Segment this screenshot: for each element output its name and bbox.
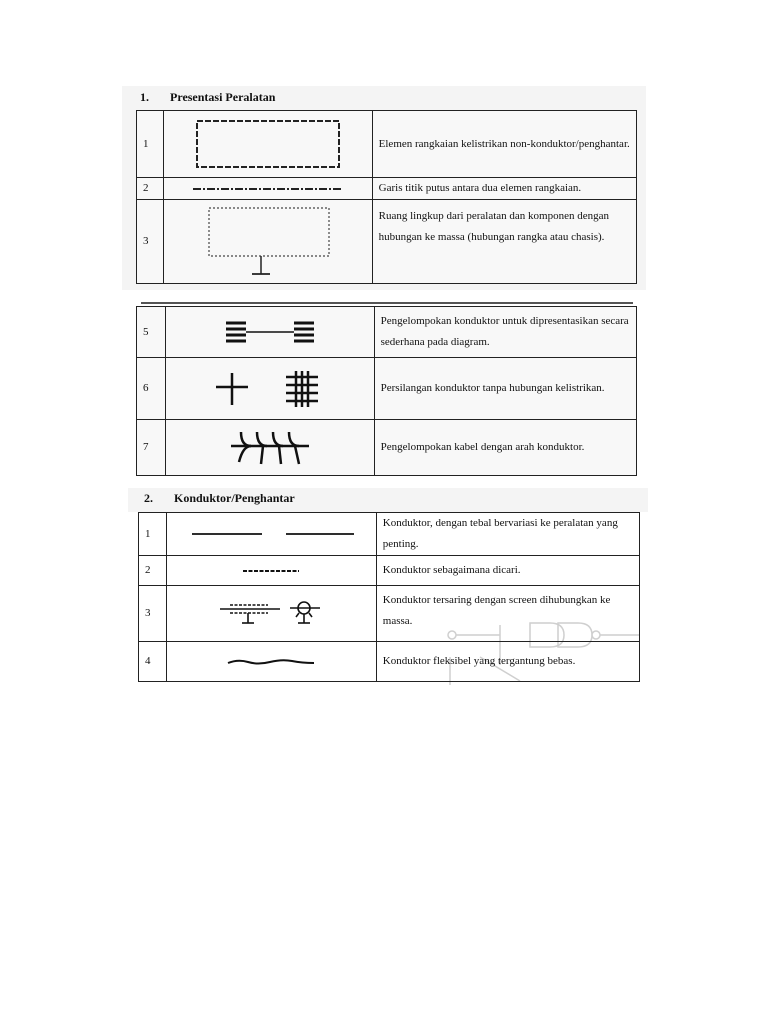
dashed-rectangle-icon <box>163 111 372 178</box>
section1b-table <box>136 306 637 476</box>
row-description: Ruang lingkup dari peralatan dan komponen dengan hubungan ke massa (hubungan rangka atau chasis). <box>372 200 636 284</box>
table-row <box>137 200 637 284</box>
row-number: 2 <box>139 556 167 586</box>
row-description: Elemen rangkaian kelistrikan non-konduktor/penghantar. <box>372 111 636 178</box>
dashed-conductor-icon <box>166 556 376 586</box>
table-row <box>137 178 637 200</box>
section1-title: Presentasi Peralatan <box>170 90 276 104</box>
row-description: Garis titik putus antara dua elemen rangkaian. <box>372 178 636 200</box>
section1-number: 1. <box>140 90 149 104</box>
table-row <box>139 513 640 556</box>
row-description: Persilangan konduktor tanpa hubungan kelistrikan. <box>374 358 636 420</box>
table-row <box>139 556 640 586</box>
section1-table <box>136 110 637 284</box>
row-number: 3 <box>139 586 167 642</box>
row-number: 3 <box>137 200 164 284</box>
section2-table <box>138 512 640 682</box>
cable-grouping-icon <box>165 420 374 476</box>
row-description: Pengelompokan kabel dengan arah konduktor. <box>374 420 636 476</box>
table-row <box>137 358 637 420</box>
section1-heading <box>140 90 275 105</box>
section2-heading <box>144 491 295 506</box>
row-number: 2 <box>137 178 164 200</box>
dotted-rectangle-ground-icon <box>163 200 372 284</box>
row-description: Konduktor, dengan tebal bervariasi ke peralatan yang penting. <box>376 513 639 556</box>
conductor-lines-icon <box>166 513 376 556</box>
table-row <box>139 586 640 642</box>
row-number: 4 <box>139 642 167 682</box>
section2-title: Konduktor/Penghantar <box>174 491 295 505</box>
row-description: Konduktor fleksibel yang tergantung bebas. <box>376 642 639 682</box>
screened-conductor-icon <box>166 586 376 642</box>
row-number: 6 <box>137 358 166 420</box>
table-row <box>137 307 637 358</box>
flexible-conductor-icon <box>166 642 376 682</box>
table-row <box>137 420 637 476</box>
conductor-grouping-icon <box>165 307 374 358</box>
table-row <box>137 111 637 178</box>
row-description: Pengelompokan konduktor untuk dipresentasikan secara sederhana pada diagram. <box>374 307 636 358</box>
section2-number: 2. <box>144 491 153 505</box>
row-description: Konduktor tersaring dengan screen dihubungkan ke massa. <box>376 586 639 642</box>
table-row <box>139 642 640 682</box>
row-number: 1 <box>139 513 167 556</box>
row-description: Konduktor sebagaimana dicari. <box>376 556 639 586</box>
row-number: 7 <box>137 420 166 476</box>
divider <box>141 302 633 304</box>
dash-dot-line-icon <box>163 178 372 200</box>
row-number: 1 <box>137 111 164 178</box>
row-number: 5 <box>137 307 166 358</box>
crossing-conductors-icon <box>165 358 374 420</box>
